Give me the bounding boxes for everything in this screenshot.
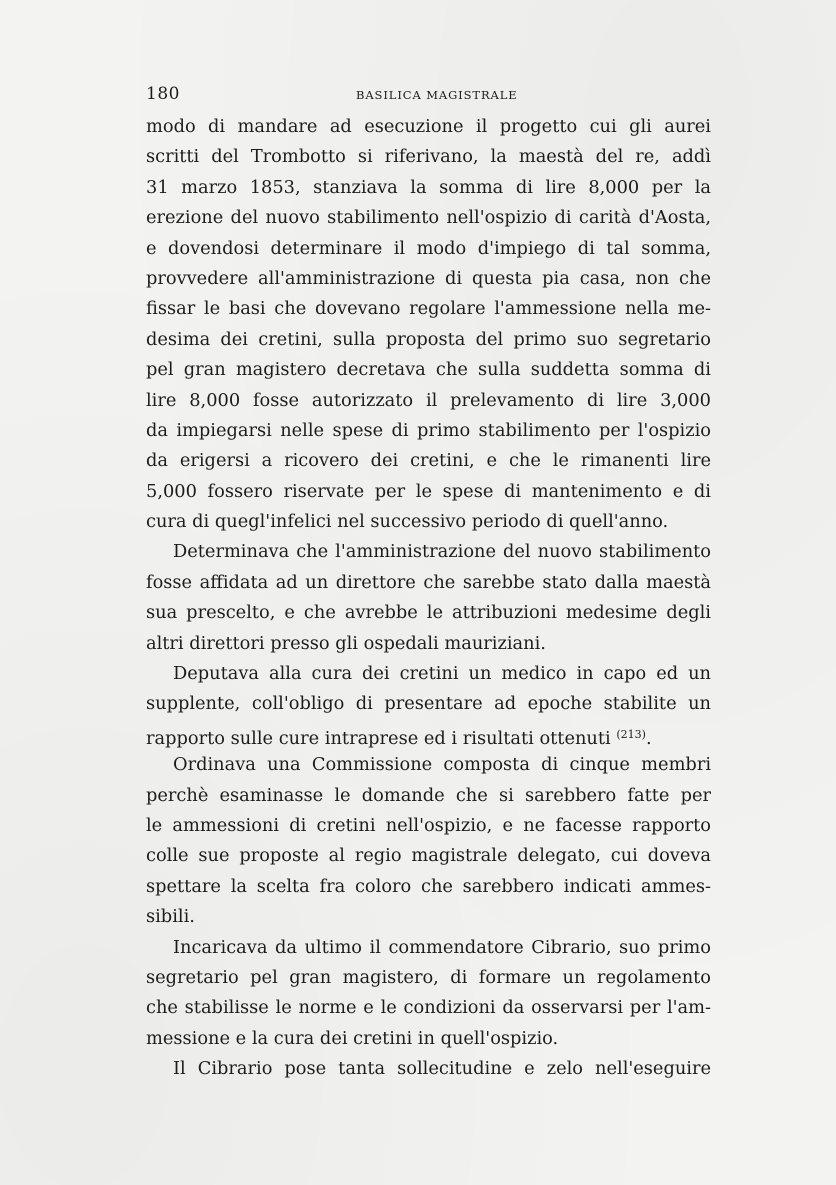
text-line xyxy=(146,234,711,264)
text-line-content: sua prescelto, e che avrebbe le attribuzioni medesime degli xyxy=(146,602,711,624)
text-line-content: altri direttori presso gli ospedali mauriziani. xyxy=(146,632,546,654)
text-line-content: sibili. xyxy=(146,906,195,928)
text-line-content: Il Cibrario pose tanta sollecitudine e zelo nell'eseguire xyxy=(173,1058,711,1080)
text-line xyxy=(146,112,711,142)
text-line-content: desima dei cretini, sulla proposta del primo suo segretario xyxy=(146,328,711,350)
text-line xyxy=(146,872,711,902)
text-line xyxy=(146,416,711,446)
text-line xyxy=(146,902,711,932)
text-line xyxy=(146,325,711,355)
text-line-content: da erigersi a ricovero dei cretini, e che le rimanenti lire xyxy=(146,450,711,472)
text-line-content: fosse affidata ad un direttore che sarebbe stato dalla maestà xyxy=(146,571,711,593)
body-text xyxy=(146,112,711,1085)
text-line xyxy=(146,355,711,385)
text-line xyxy=(146,477,711,507)
text-line-content: erezione del nuovo stabilimento nell'ospizio di carità d'Aosta, xyxy=(146,207,711,229)
running-head: BASILICA MAGISTRALE xyxy=(356,88,518,102)
text-line-content: pel gran magistero decretava che sulla suddetta somma di xyxy=(146,359,711,381)
text-line-content: rapporto sulle cure intraprese ed i risultati ottenuti xyxy=(146,727,611,749)
text-line-content: e dovendosi determinare il modo d'impiego di tal somma, xyxy=(146,237,711,259)
text-line-content: cura di quegl'infelici nel successivo periodo di quell'anno. xyxy=(146,511,669,533)
line-punctuation: . xyxy=(645,727,652,749)
text-line-content: colle sue proposte al regio magistrale delegato, cui doveva xyxy=(146,845,711,867)
text-line xyxy=(146,507,711,537)
text-line-content: che stabilisse le norme e le condizioni da osservarsi per l'am- xyxy=(146,997,711,1019)
text-line xyxy=(146,689,711,719)
page-header xyxy=(146,84,711,108)
text-line xyxy=(146,933,711,963)
text-line xyxy=(146,203,711,233)
text-line xyxy=(146,659,711,689)
text-line-content: Incaricava da ultimo il commendatore Cibrario, suo primo xyxy=(173,936,711,958)
text-line-content: provvedere all'amministrazione di questa pia casa, non che xyxy=(146,267,711,289)
text-line xyxy=(146,568,711,598)
text-line-content: perchè esaminasse le domande che si sarebbero fatte per xyxy=(146,784,711,806)
text-line-content: Deputava alla cura dei cretini un medico in capo ed un xyxy=(173,663,711,685)
footnote-reference: (213) xyxy=(616,727,646,741)
text-line-content: messione e la cura dei cretini in quell'ospizio. xyxy=(146,1027,559,1049)
text-line-content: 31 marzo 1853, stanziava la somma di lire 8,000 per la xyxy=(146,176,711,198)
text-line xyxy=(146,1054,711,1084)
text-line-content: le ammessioni di cretini nell'ospizio, e ne facesse rapporto xyxy=(146,814,711,836)
text-line xyxy=(146,386,711,416)
text-line xyxy=(146,629,711,659)
text-line xyxy=(146,1024,711,1054)
text-line xyxy=(146,264,711,294)
text-line-content: modo di mandare ad esecuzione il progetto cui gli aurei xyxy=(146,116,711,137)
text-line xyxy=(146,142,711,172)
text-line xyxy=(146,294,711,324)
text-line-content: spettare la scelta fra coloro che sarebbero indicati ammes- xyxy=(146,875,711,897)
text-line xyxy=(146,720,711,750)
text-line xyxy=(146,173,711,203)
text-line xyxy=(146,993,711,1023)
page-number: 180 xyxy=(146,84,180,104)
text-line-content: Determinava che l'amministrazione del nuovo stabilimento xyxy=(173,541,711,563)
text-line xyxy=(146,598,711,628)
text-line xyxy=(146,963,711,993)
text-line xyxy=(146,750,711,780)
text-line-content: da impiegarsi nelle spese di primo stabilimento per l'ospizio xyxy=(146,419,711,441)
text-line xyxy=(146,781,711,811)
text-line xyxy=(146,537,711,567)
text-line xyxy=(146,841,711,871)
text-line-content: Ordinava una Commissione composta di cinque membri xyxy=(173,754,711,776)
text-line-content: supplente, coll'obligo di presentare ad epoche stabilite un xyxy=(146,693,711,715)
text-line-content: fissar le basi che dovevano regolare l'ammessione nella me- xyxy=(146,298,711,320)
text-line xyxy=(146,811,711,841)
text-line-content: 5,000 fossero riservate per le spese di mantenimento e di xyxy=(146,480,711,502)
text-line-content: scritti del Trombotto si riferivano, la maestà del re, addì xyxy=(146,146,711,168)
text-line-content: segretario pel gran magistero, di formare un regolamento xyxy=(146,966,711,988)
text-line-content: lire 8,000 fosse autorizzato il prelevamento di lire 3,000 xyxy=(146,389,711,411)
text-line xyxy=(146,446,711,476)
